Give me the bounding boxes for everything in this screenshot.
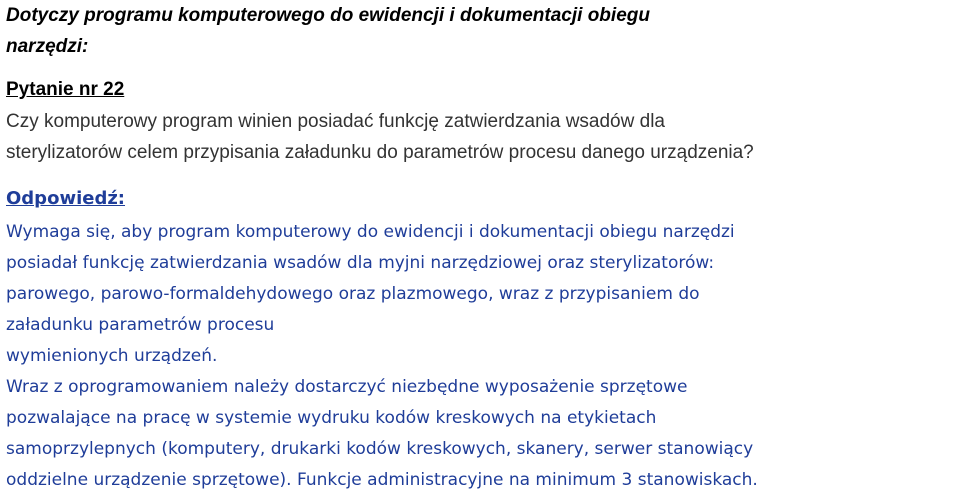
answer-text bbox=[6, 217, 958, 496]
answer-line: wymienionych urządzeń. bbox=[6, 346, 218, 366]
question-line: Czy komputerowy program winien posiadać funkcję zatwierdzania wsadów dla bbox=[6, 111, 665, 132]
answer-line: załadunku parametrów procesu bbox=[6, 315, 275, 335]
answer-line: samoprzylepnych (komputery, drukarki kodów kreskowych, skanery, serwer stanowiący bbox=[6, 439, 754, 459]
question-number: Pytanie nr 22 bbox=[6, 79, 125, 100]
answer-line: oddzielne urządzenie sprzętowe). Funkcje administracyjne na minimum 3 stanowiskach. bbox=[6, 470, 758, 490]
answer-label: Odpowiedź: bbox=[6, 188, 126, 209]
question-text bbox=[6, 106, 954, 168]
answer-line: parowego, parowo-formaldehydowego oraz plazmowego, wraz z przypisaniem do bbox=[6, 284, 700, 304]
answer-line: Wraz z oprogramowaniem należy dostarczyć niezbędne wyposażenie sprzętowe bbox=[6, 377, 688, 397]
answer-line: pozwalające na pracę w systemie wydruku kodów kreskowych na etykietach bbox=[6, 408, 657, 428]
heading-line: narzędzi: bbox=[6, 36, 89, 57]
document-heading bbox=[6, 0, 954, 62]
question-line: sterylizatorów celem przypisania załadunku do parametrów procesu danego urządzenia? bbox=[6, 142, 754, 163]
answer-line: Wymaga się, aby program komputerowy do ewidencji i dokumentacji obiegu narzędzi bbox=[6, 222, 735, 242]
heading-line: Dotyczy programu komputerowego do ewidencji i dokumentacji obiegu bbox=[6, 5, 650, 26]
answer-line: posiadał funkcję zatwierdzania wsadów dla myjni narzędziowej oraz sterylizatorów: bbox=[6, 253, 715, 273]
